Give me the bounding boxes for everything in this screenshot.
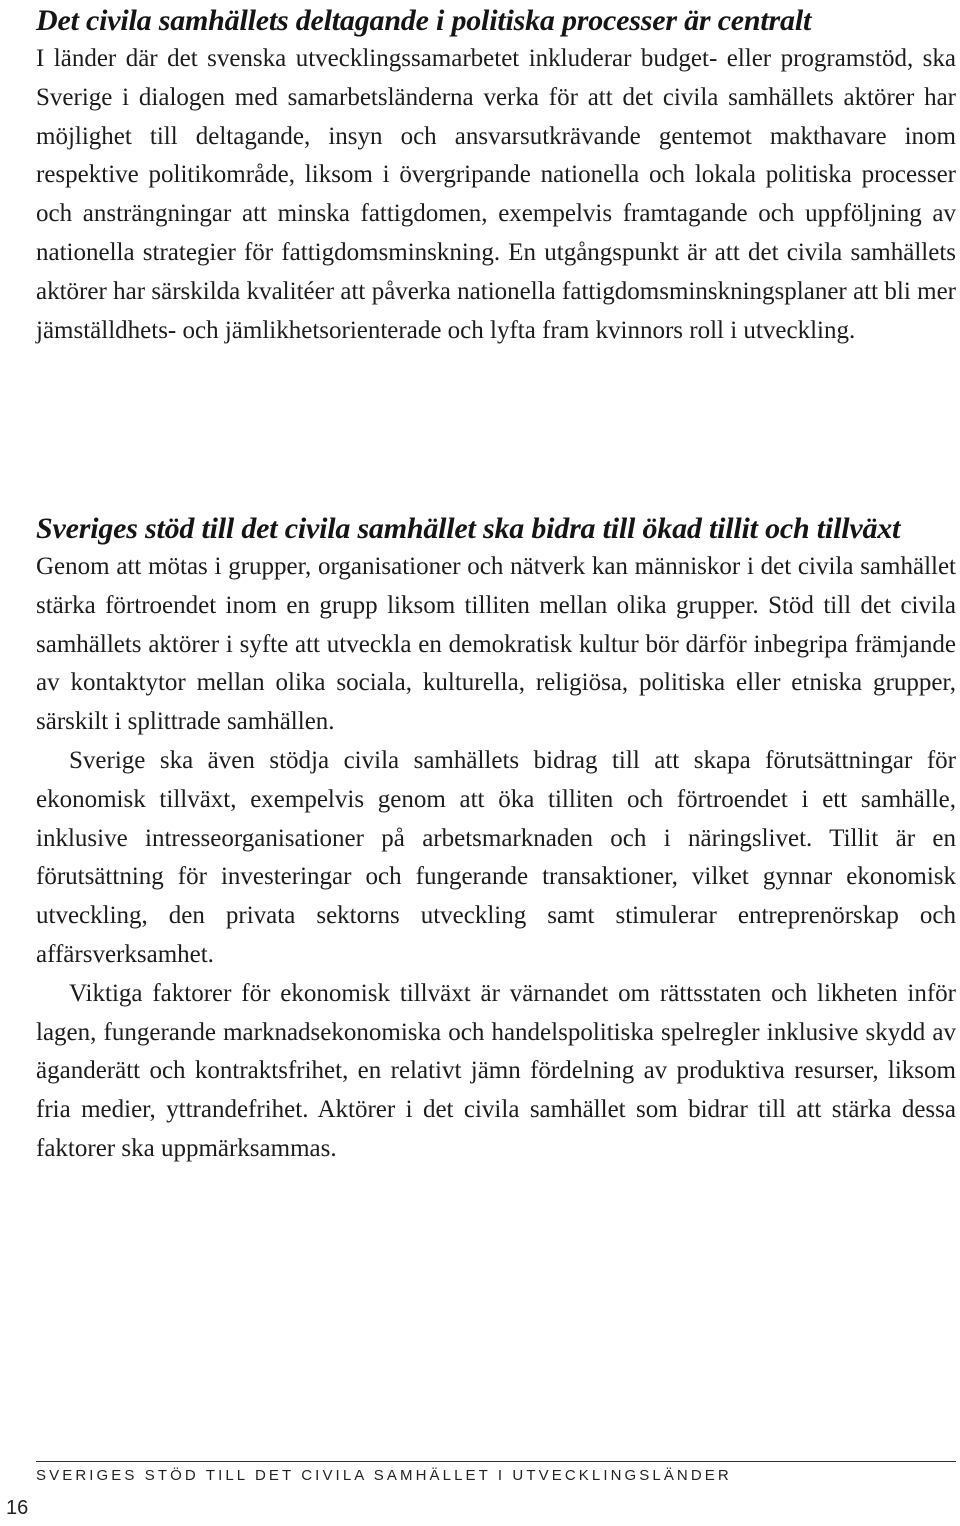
footer-divider xyxy=(36,1461,956,1462)
section-civil-society-participation xyxy=(36,2,956,350)
section-heading: Det civila samhällets deltagande i politiska processer är centralt xyxy=(36,4,812,37)
body-paragraph: Sverige ska även stödja civila samhällets bidrag till att skapa förutsättningar för ekonomisk tillväxt, exempelvis genom att öka tilliten och förtroendet i ett samhälle, inklusive intresseorganisationer på arbetsmarknaden och i näringslivet. Tillit är en förutsättning för investeringar och fungerande transaktioner, vilket gynnar ekonomisk utveckling, den privata sektorns utveckling samt stimulerar entreprenörskap och affärsverksamhet. xyxy=(36,746,956,968)
section-trust-and-growth xyxy=(36,510,956,1169)
running-footer-title: SVERIGES STÖD TILL DET CIVILA SAMHÄLLET I UTVECKLINGSLÄNDER xyxy=(36,1467,732,1484)
body-paragraph: I länder där det svenska utvecklingssamarbetet inkluderar budget- eller programstöd, ska Sverige i dialogen med samarbetsländerna verka för att det civila samhällets aktörer har möjlighet till deltagande, insyn och ansvarsutkrävande gentemot makthavare inom respektive politikområde, liksom i övergripande nationella och lokala politiska processer och ansträngningar att minska fattigdomen, exempelvis framtagande och uppföljning av nationella strategier för fattigdomsminskning. En utgångspunkt är att det civila samhällets aktörer har särskilda kvalitéer att påverka nationella fattigdomsminskningsplaner att bli mer jämställdhets- och jämlikhetsorienterade och lyfta fram kvinnors roll i utveckling. xyxy=(36,45,956,344)
body-paragraph: Genom att mötas i grupper, organisationer och nätverk kan människor i det civila samhället stärka förtroendet inom en grupp liksom tilliten mellan olika grupper. Stöd till det civila samhällets aktörer i syfte att utveckla en demokratisk kultur bör därför inbegripa främjande av kontaktytor mellan olika sociala, kulturella, religiösa, politiska eller etniska grupper, särskilt i splittrade samhällen. xyxy=(36,553,956,736)
section-heading: Sveriges stöd till det civila samhället ska bidra till ökad tillit och tillväxt xyxy=(36,512,901,545)
body-paragraph: Viktiga faktorer för ekonomisk tillväxt är värnandet om rättsstaten och likheten inför lagen, fungerande marknadsekonomiska och handelspolitiska spelregler inklusive skydd av äganderätt och kontraktsfrihet, en relativt jämn fördelning av produktiva resurser, liksom fria medier, yttrandefrihet. Aktörer i det civila samhället som bidrar till att stärka dessa faktorer ska uppmärksammas. xyxy=(36,979,956,1162)
page-number: 16 xyxy=(6,1497,29,1519)
